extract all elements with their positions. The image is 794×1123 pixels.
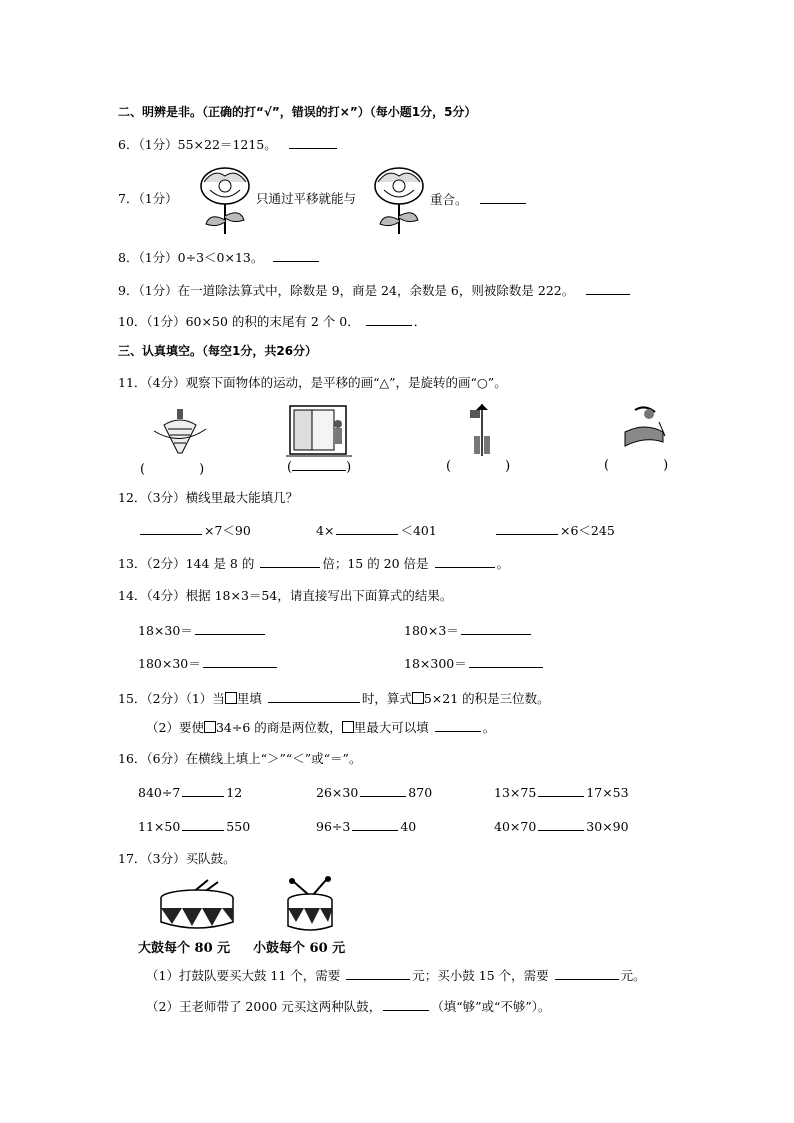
q11-paren-1[interactable] xyxy=(140,462,204,477)
answer-blank-8[interactable] xyxy=(273,249,319,262)
q16-5-left: 96÷3 xyxy=(316,819,351,834)
question-13 xyxy=(118,555,509,572)
q15-2-text-d: 。 xyxy=(482,720,496,735)
q16-4-right: 550 xyxy=(226,819,251,834)
q15-text-b: 里填 xyxy=(236,691,262,706)
paren-right: ) xyxy=(663,458,669,473)
question-10 xyxy=(118,313,426,330)
q16-1-right: 12 xyxy=(226,785,243,800)
q14-item-3 xyxy=(138,655,279,672)
answer-blank-17c[interactable] xyxy=(383,998,429,1011)
box-placeholder xyxy=(225,692,237,704)
q16-item-3 xyxy=(494,784,629,801)
box-placeholder xyxy=(412,692,424,704)
window-icon xyxy=(286,402,352,462)
q16-5-right: 40 xyxy=(400,819,417,834)
answer-blank-12a[interactable] xyxy=(140,522,202,535)
question-6 xyxy=(118,136,339,153)
paren-right: ) xyxy=(505,459,511,474)
big-drum-price: 大鼓每个 80 元 xyxy=(138,941,231,956)
answer-blank-16a[interactable] xyxy=(182,784,224,797)
question-17-2 xyxy=(146,998,551,1015)
q11-paren-3[interactable] xyxy=(446,459,510,474)
q16-3-left: 13×75 xyxy=(494,785,537,800)
q16-item-6 xyxy=(494,818,629,835)
spinning-top-icon xyxy=(150,405,210,461)
question-16-text: 16．（6分）在横线上填上“＞”“＜”或“＝”。 xyxy=(118,751,362,766)
small-drum-icon xyxy=(280,876,340,934)
answer-blank-16b[interactable] xyxy=(360,784,406,797)
answer-blank-9[interactable] xyxy=(586,282,630,295)
q16-3-right: 17×53 xyxy=(586,785,629,800)
question-12-text: 12．（3分）横线里最大能填几？ xyxy=(118,490,299,505)
q16-2-left: 26×30 xyxy=(316,785,359,800)
paren-left: ( xyxy=(140,462,146,477)
answer-blank-14c[interactable] xyxy=(203,655,277,668)
big-drum-icon xyxy=(156,878,238,932)
q16-6-right: 30×90 xyxy=(586,819,629,834)
question-15-2 xyxy=(146,719,495,736)
question-15-1 xyxy=(118,690,550,707)
answer-blank-13b[interactable] xyxy=(435,555,495,568)
question-10-text: 10．（1分）60×50 的积的末尾有 2 个 0． xyxy=(118,314,360,329)
question-7-middle: 只通过平移就能与 xyxy=(256,191,357,206)
answer-blank-16d[interactable] xyxy=(182,818,224,831)
answer-blank-13a[interactable] xyxy=(260,555,320,568)
q12-b-text1: 4× xyxy=(316,523,335,538)
answer-blank-17b[interactable] xyxy=(555,967,619,980)
question-7-end xyxy=(430,191,528,208)
q14-item-3-text: 180×30＝ xyxy=(138,656,201,671)
q11-paren-4[interactable] xyxy=(604,458,668,473)
box-placeholder xyxy=(204,721,216,733)
section-2-title: 二、明辨是非。（正确的打“√”，错误的打×”）（每小题1分，5分） xyxy=(118,105,477,119)
q11-paren-2[interactable] xyxy=(287,460,351,475)
question-6-text: 6．（1分）55×22＝1215。 xyxy=(118,137,277,152)
q16-2-right: 870 xyxy=(408,785,433,800)
q13-text-b: 倍；15 的 20 倍是 xyxy=(322,556,429,571)
flower-icon xyxy=(196,164,254,236)
answer-blank-16c[interactable] xyxy=(538,784,584,797)
question-12-a xyxy=(138,522,251,539)
question-12-c xyxy=(494,522,615,539)
q12-b-text2: ＜401 xyxy=(400,523,437,538)
answer-blank-15b[interactable] xyxy=(435,719,481,732)
answer-blank-12c[interactable] xyxy=(496,522,558,535)
answer-blank-14d[interactable] xyxy=(469,655,543,668)
q16-1-left: 840÷7 xyxy=(138,785,181,800)
flag-pole-icon xyxy=(462,400,498,458)
answer-blank-10[interactable] xyxy=(366,313,412,326)
question-9 xyxy=(118,282,632,299)
paren-right: ) xyxy=(199,462,205,477)
faucet-icon xyxy=(615,402,675,458)
q14-item-2-text: 180×3＝ xyxy=(404,623,459,638)
q14-item-2 xyxy=(404,622,533,639)
q12-a-text: ×7＜90 xyxy=(204,523,251,538)
q15-2-text-a: （2）要使 xyxy=(146,720,204,735)
q17-1-text-b: 元；买小鼓 15 个，需要 xyxy=(412,968,549,983)
q17-2-text-a: （2）王老师带了 2000 元买这两种队鼓， xyxy=(146,999,382,1014)
question-17-1 xyxy=(146,967,646,984)
q12-c-text: ×6＜245 xyxy=(560,523,615,538)
answer-blank-14b[interactable] xyxy=(461,622,531,635)
q16-item-5 xyxy=(316,818,416,835)
q17-2-text-b: （填“够”或“不够”）。 xyxy=(431,999,551,1014)
question-8 xyxy=(118,249,321,266)
question-8-text: 8．（1分）0÷3＜0×13。 xyxy=(118,250,264,265)
question-7-end-text: 重合。 xyxy=(430,192,468,207)
answer-blank-14a[interactable] xyxy=(195,622,265,635)
paren-left: ( xyxy=(446,459,452,474)
answer-blank-16e[interactable] xyxy=(352,818,398,831)
q14-item-1-text: 18×30＝ xyxy=(138,623,193,638)
question-17-text: 17．（3分）买队鼓。 xyxy=(118,851,236,866)
question-12-b xyxy=(316,522,437,539)
q15-text-c: 时，算式 xyxy=(361,691,412,706)
question-7-label: 7．（1分） xyxy=(118,191,178,206)
q16-4-left: 11×50 xyxy=(138,819,181,834)
q16-item-1 xyxy=(138,784,242,801)
section-3-title: 三、认真填空。（每空1分，共26分） xyxy=(118,344,318,358)
paren-right: ) xyxy=(346,460,352,475)
q14-item-1 xyxy=(138,622,267,639)
answer-blank-16f[interactable] xyxy=(538,818,584,831)
question-11-text: 11．（4分）观察下面物体的运动，是平移的画“△”，是旋转的画“○”。 xyxy=(118,375,507,390)
q16-6-left: 40×70 xyxy=(494,819,537,834)
question-10-end: ． xyxy=(413,314,427,329)
answer-blank-17a[interactable] xyxy=(346,967,410,980)
answer-blank-6[interactable] xyxy=(289,136,337,149)
q16-item-4 xyxy=(138,818,250,835)
box-placeholder xyxy=(342,721,354,733)
q15-2-text-c: 里最大可以填 xyxy=(353,720,429,735)
answer-blank-12b[interactable] xyxy=(336,522,398,535)
paren-left: ( xyxy=(604,458,610,473)
answer-blank-15a[interactable] xyxy=(268,690,360,703)
q14-item-4-text: 18×300＝ xyxy=(404,656,467,671)
q13-text-c: 。 xyxy=(496,556,510,571)
q16-item-2 xyxy=(316,784,432,801)
q14-item-4 xyxy=(404,655,545,672)
flower-icon-2 xyxy=(370,164,428,236)
question-14-text: 14．（4分）根据 18×3＝54，请直接写出下面算式的结果。 xyxy=(118,588,453,603)
question-9-text: 9．（1分）在一道除法算式中，除数是 9，商是 24，余数是 6，则被除数是 222。 xyxy=(118,283,575,298)
q15-text-d: 5×21 的积是三位数。 xyxy=(423,691,550,706)
q13-text-a: 13．（2分）144 是 8 的 xyxy=(118,556,255,571)
q15-2-text-b: 34÷6 的商是两位数， xyxy=(215,720,342,735)
q15-text-a: 15．（2分）（1）当 xyxy=(118,691,225,706)
small-drum-price: 小鼓每个 60 元 xyxy=(253,941,346,956)
answer-blank-7[interactable] xyxy=(480,191,526,204)
q17-1-text-c: 元。 xyxy=(620,968,646,983)
q17-1-text-a: （1）打鼓队要买大鼓 11 个，需要 xyxy=(146,968,341,983)
paren-left: ( xyxy=(287,460,293,475)
